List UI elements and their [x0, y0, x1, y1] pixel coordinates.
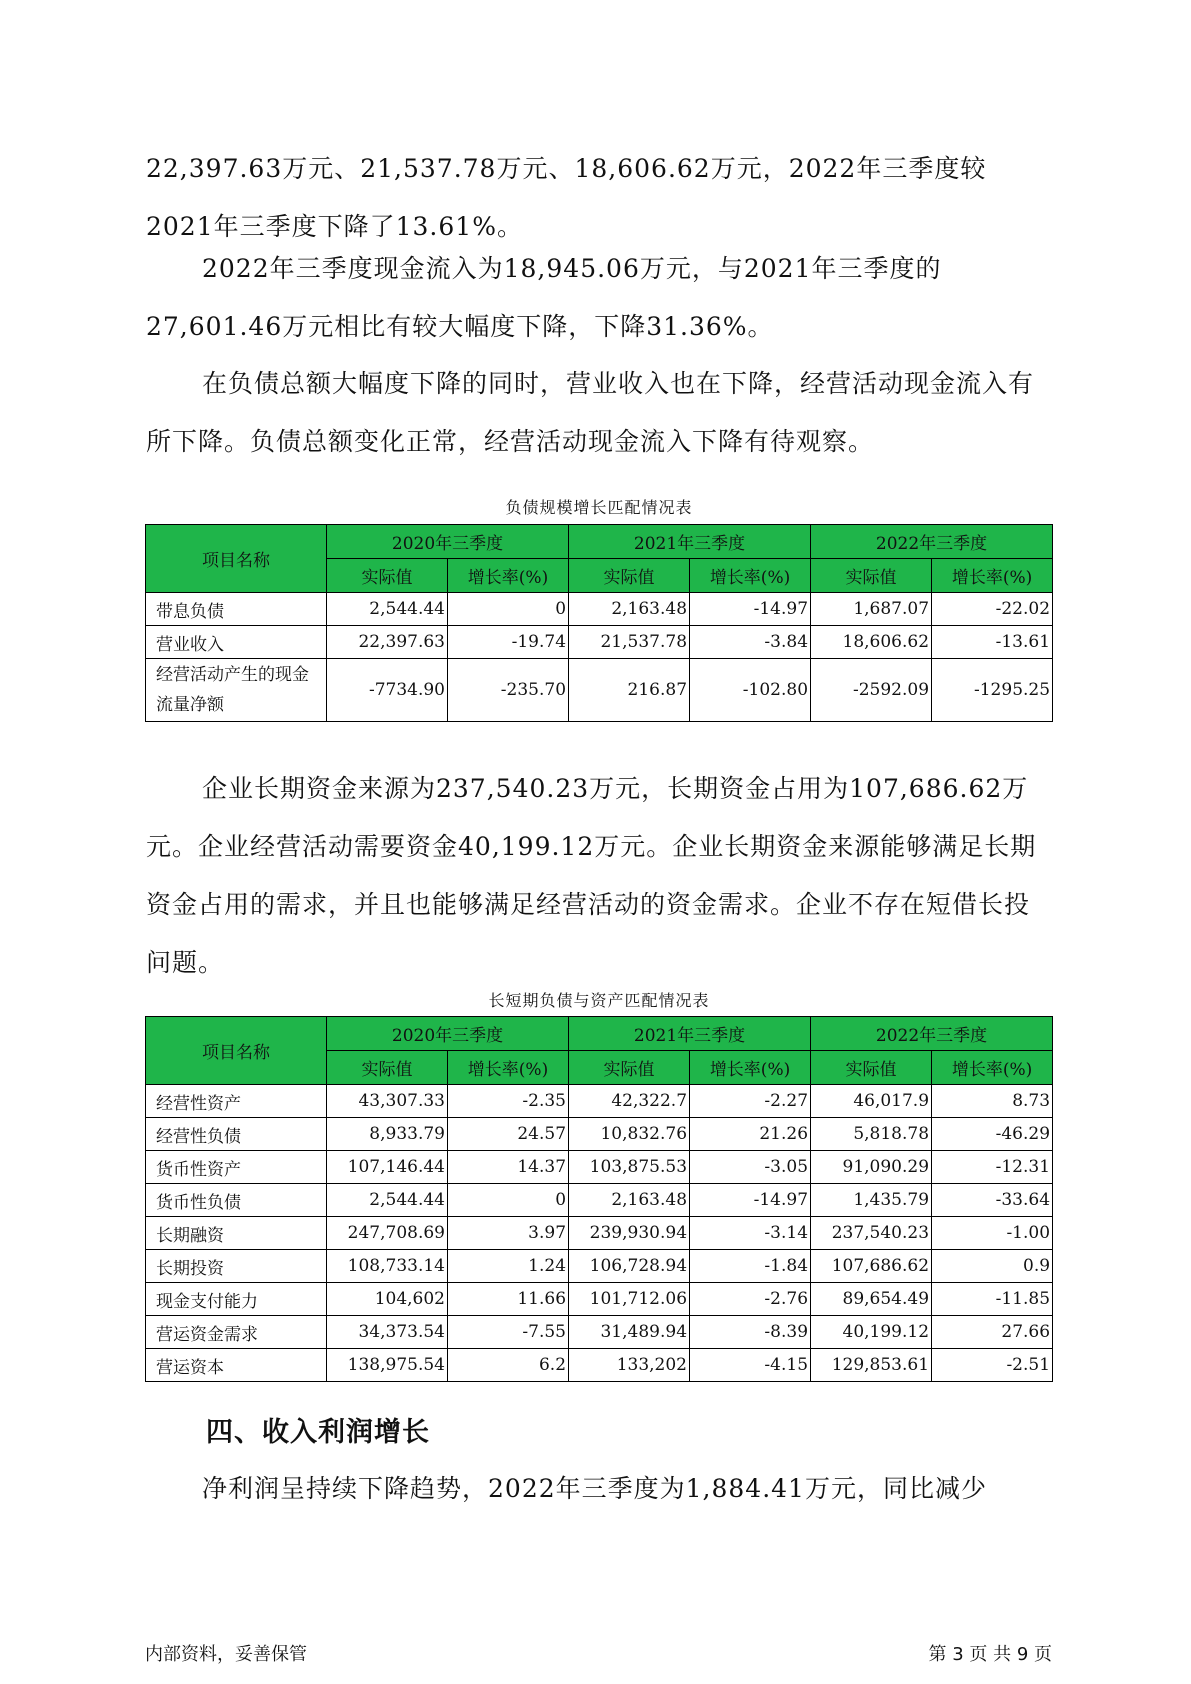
table-cell: 10,832.76: [569, 1118, 690, 1151]
table-cell: 27.66: [932, 1316, 1053, 1349]
table1-caption: 负债规模增长匹配情况表: [505, 498, 693, 517]
liability-growth-table: [145, 524, 1053, 722]
table-cell: -3.05: [690, 1151, 811, 1184]
footer-confidential-note: 内部资料，妥善保管: [145, 1644, 307, 1665]
table-cell: -102.80: [690, 659, 811, 722]
paragraph-2: [146, 240, 1052, 356]
paragraph-2-text: 2022年三季度现金流入为18,945.06万元，与2021年三季度的27,601.46万元相比有较大幅度下降，下降31.36%。: [146, 254, 942, 341]
table-cell: 1,435.79: [811, 1184, 932, 1217]
table-cell: -7734.90: [327, 659, 448, 722]
table-cell: 133,202: [569, 1349, 690, 1382]
footer-page-number: 第 3 页 共 9 页: [928, 1644, 1052, 1665]
table-cell: -1.00: [932, 1217, 1053, 1250]
table-cell: -3.14: [690, 1217, 811, 1250]
table-cell: 0: [448, 1184, 569, 1217]
growth-rate-header: 增长率(%): [448, 559, 569, 593]
table-cell: 42,322.7: [569, 1085, 690, 1118]
table-cell: 1,687.07: [811, 593, 932, 626]
growth-rate-header: 增长率(%): [932, 559, 1053, 593]
table-cell: 104,602: [327, 1283, 448, 1316]
paragraph-4: [146, 760, 1052, 992]
table-cell: 22,397.63: [327, 626, 448, 659]
period-header: 2021年三季度: [569, 1017, 811, 1051]
table-cell: -14.97: [690, 1184, 811, 1217]
growth-rate-header: 增长率(%): [448, 1051, 569, 1085]
table-cell: -1295.25: [932, 659, 1053, 722]
table-cell: -14.97: [690, 593, 811, 626]
table-cell: 89,654.49: [811, 1283, 932, 1316]
actual-value-header: 实际值: [327, 1051, 448, 1085]
table-cell: 0.9: [932, 1250, 1053, 1283]
table-cell: -46.29: [932, 1118, 1053, 1151]
table-row: [146, 1118, 1053, 1151]
table-cell: -22.02: [932, 593, 1053, 626]
row-label: 经营性资产: [146, 1085, 327, 1118]
row-label: 营运资金需求: [146, 1316, 327, 1349]
table-cell: 1.24: [448, 1250, 569, 1283]
paragraph-4-text: 企业长期资金来源为237,540.23万元，长期资金占用为107,686.62万元。企业经营活动需要资金40,199.12万元。企业长期资金来源能够满足长期资金占用的需求，并且也能够满足经营活动的资金需求。企业不存在短借长投问题。: [146, 774, 1037, 977]
row-label: 带息负债: [146, 593, 327, 626]
actual-value-header: 实际值: [811, 559, 932, 593]
paragraph-5: [146, 1460, 1052, 1518]
table-cell: 216.87: [569, 659, 690, 722]
actual-value-header: 实际值: [569, 559, 690, 593]
table-cell: 2,163.48: [569, 1184, 690, 1217]
table-cell: -33.64: [932, 1184, 1053, 1217]
table-cell: -2.51: [932, 1349, 1053, 1382]
table-cell: 101,712.06: [569, 1283, 690, 1316]
table-cell: 103,875.53: [569, 1151, 690, 1184]
table-cell: -235.70: [448, 659, 569, 722]
growth-rate-header: 增长率(%): [932, 1051, 1053, 1085]
table-row: [146, 1151, 1053, 1184]
table-cell: 239,930.94: [569, 1217, 690, 1250]
table-cell: 31,489.94: [569, 1316, 690, 1349]
row-label: 现金支付能力: [146, 1283, 327, 1316]
table-cell: 8,933.79: [327, 1118, 448, 1151]
table-cell: 46,017.9: [811, 1085, 932, 1118]
table-cell: 0: [448, 593, 569, 626]
paragraph-3-text: 在负债总额大幅度下降的同时，营业收入也在下降，经营活动现金流入有所下降。负债总额变化正常，经营活动现金流入下降有待观察。: [146, 369, 1035, 456]
table-cell: -1.84: [690, 1250, 811, 1283]
row-label: 货币性负债: [146, 1184, 327, 1217]
table-cell: 21.26: [690, 1118, 811, 1151]
table-row: [146, 1085, 1053, 1118]
actual-value-header: 实际值: [569, 1051, 690, 1085]
table-cell: 129,853.61: [811, 1349, 932, 1382]
table-cell: 11.66: [448, 1283, 569, 1316]
table-cell: 5,818.78: [811, 1118, 932, 1151]
liability-asset-matching-table: [145, 1016, 1053, 1382]
table-cell: 106,728.94: [569, 1250, 690, 1283]
table-cell: 43,307.33: [327, 1085, 448, 1118]
row-label: 营运资本: [146, 1349, 327, 1382]
table-cell: 107,686.62: [811, 1250, 932, 1283]
table-cell: -2592.09: [811, 659, 932, 722]
period-header: 2020年三季度: [327, 525, 569, 559]
table-row: [146, 1349, 1053, 1382]
table-cell: 3.97: [448, 1217, 569, 1250]
table-cell: 237,540.23: [811, 1217, 932, 1250]
table-cell: -13.61: [932, 626, 1053, 659]
table-cell: 91,090.29: [811, 1151, 932, 1184]
table-cell: 138,975.54: [327, 1349, 448, 1382]
actual-value-header: 实际值: [811, 1051, 932, 1085]
table-cell: 34,373.54: [327, 1316, 448, 1349]
row-label: 长期融资: [146, 1217, 327, 1250]
actual-value-header: 实际值: [327, 559, 448, 593]
table-cell: 8.73: [932, 1085, 1053, 1118]
item-name-header: 项目名称: [146, 1017, 327, 1085]
table-row: [146, 1184, 1053, 1217]
table-cell: 6.2: [448, 1349, 569, 1382]
period-header: 2022年三季度: [811, 525, 1053, 559]
period-header: 2020年三季度: [327, 1017, 569, 1051]
row-label: 长期投资: [146, 1250, 327, 1283]
row-label: 经营性负债: [146, 1118, 327, 1151]
section-heading: 四、收入利润增长: [206, 1417, 430, 1448]
period-header: 2021年三季度: [569, 525, 811, 559]
row-label: 经营活动产生的现金流量净额: [146, 659, 327, 722]
growth-rate-header: 增长率(%): [690, 559, 811, 593]
paragraph-1-text: 22,397.63万元、21,537.78万元、18,606.62万元，2022年三季度较2021年三季度下降了13.61%。: [146, 154, 987, 241]
table-cell: -2.76: [690, 1283, 811, 1316]
table-cell: -4.15: [690, 1349, 811, 1382]
table-row: [146, 1316, 1053, 1349]
row-label: 货币性资产: [146, 1151, 327, 1184]
table-cell: -19.74: [448, 626, 569, 659]
table-cell: -2.27: [690, 1085, 811, 1118]
table-cell: -2.35: [448, 1085, 569, 1118]
paragraph-3: [146, 355, 1052, 471]
paragraph-1: [146, 140, 1052, 256]
table-cell: 21,537.78: [569, 626, 690, 659]
table-cell: 2,544.44: [327, 1184, 448, 1217]
table-cell: 24.57: [448, 1118, 569, 1151]
item-name-header: 项目名称: [146, 525, 327, 593]
table-row: [146, 659, 1053, 722]
table-cell: -11.85: [932, 1283, 1053, 1316]
table-cell: 14.37: [448, 1151, 569, 1184]
table-cell: 247,708.69: [327, 1217, 448, 1250]
table-row: [146, 626, 1053, 659]
table-cell: 108,733.14: [327, 1250, 448, 1283]
table-cell: -12.31: [932, 1151, 1053, 1184]
table-cell: 2,544.44: [327, 593, 448, 626]
table-cell: 18,606.62: [811, 626, 932, 659]
period-header: 2022年三季度: [811, 1017, 1053, 1051]
table-cell: 2,163.48: [569, 593, 690, 626]
table-row: [146, 1217, 1053, 1250]
table-cell: 107,146.44: [327, 1151, 448, 1184]
growth-rate-header: 增长率(%): [690, 1051, 811, 1085]
table-row: [146, 1283, 1053, 1316]
table-cell: -7.55: [448, 1316, 569, 1349]
paragraph-5-text: 净利润呈持续下降趋势，2022年三季度为1,884.41万元，同比减少: [202, 1474, 987, 1503]
table-cell: -8.39: [690, 1316, 811, 1349]
table2-caption: 长短期负债与资产匹配情况表: [488, 991, 710, 1010]
table-cell: 40,199.12: [811, 1316, 932, 1349]
table-row: [146, 593, 1053, 626]
table-cell: -3.84: [690, 626, 811, 659]
table-row: [146, 1250, 1053, 1283]
row-label: 营业收入: [146, 626, 327, 659]
